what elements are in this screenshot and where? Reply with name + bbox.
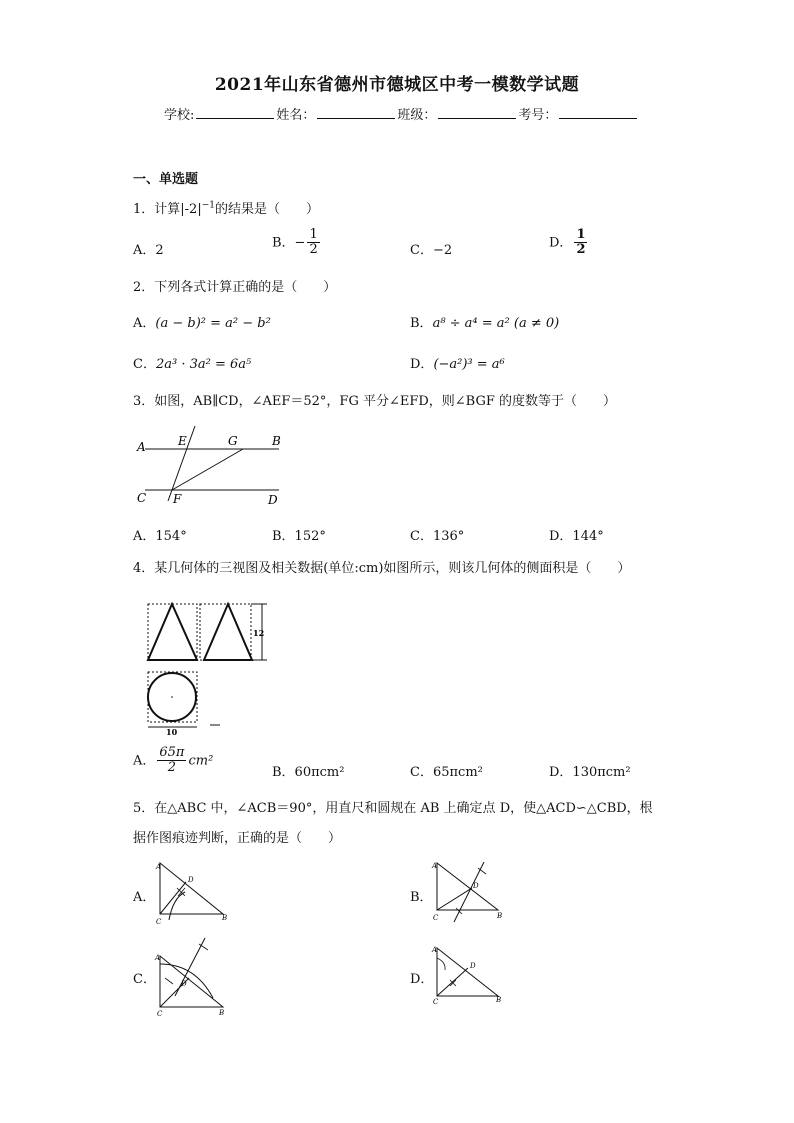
q1-exponent: −1 [201,200,215,211]
section-heading-single-choice: 一、单选题 [133,172,199,187]
q5-option-a[interactable]: A． [133,890,156,905]
fig-d-label-a: A [432,946,438,954]
q2-option-b-label: B． [410,316,433,331]
q4-a-numerator: 65π [159,745,185,760]
front-view-triangle [148,604,197,660]
label-a: A [137,440,146,454]
q2-option-c-expr: 2a³ · 3a² = 6a⁵ [155,357,252,372]
q3-parallel-lines-figure [133,425,303,515]
q2-option-d-label: D． [410,357,434,372]
label-e: E [178,434,187,448]
class-blank[interactable] [438,104,516,119]
label-d: D [268,493,278,507]
q3-option-c[interactable]: C．136° [410,529,465,544]
q4-option-d[interactable]: D．130πcm² [549,765,631,780]
question-3-stem: 3．如图，AB∥CD，∠AEF＝52°，FG 平分∠EFD，则∠BGF 的度数等于（ ） [133,394,617,409]
q2-option-a-label: A． [133,316,156,331]
q5-option-d[interactable]: D． [410,972,434,987]
q1-option-c[interactable]: C．−2 [410,243,453,258]
width-dimension-label: 10 [166,727,178,737]
q5-figure-d [432,940,512,1010]
q1-b-denominator: 2 [309,242,318,258]
q1-option-d[interactable] [549,228,589,258]
arc-mark-a [437,958,445,970]
fig-b-label-b: B [497,912,503,920]
fig-d-label-c: C [433,998,439,1006]
school-label: 学校: [164,108,195,123]
circle-center [171,696,173,698]
fig-b-label-d: D [473,882,479,890]
arc-marks [456,868,486,914]
segment-fg [172,449,243,490]
question-5-stem-line1: 5．在△ABC 中，∠ACB＝90°，用直尺和圆规在 AB 上确定点 D，使△ACD∽△CBD，根 [133,801,653,816]
q2-option-c[interactable] [133,353,251,372]
q5-figure-c [155,934,245,1018]
segment-cd [160,882,186,914]
q5-figure-a [155,858,235,928]
fig-c-label-c: C [157,1010,163,1018]
q4-three-view-figure [145,600,285,740]
q1-d-numerator: 1 [576,227,586,242]
fig-a-label-d: D [188,876,194,884]
triangle-acb [437,948,498,996]
fig-a-label-c: C [156,918,162,926]
q1-stem-part-a: 1．计算|-2| [133,202,202,217]
fig-d-label-b: B [496,996,502,1004]
q4-option-c[interactable]: C．65πcm² [410,765,483,780]
fig-c-label-a: A [155,954,161,962]
fig-d-label-d: D [470,962,476,970]
q4-a-unit: cm² [188,753,214,769]
q4-option-a-fraction [157,746,186,776]
q1-option-d-prefix: D． [549,235,573,251]
name-label: 姓名： [276,108,316,123]
q2-option-a[interactable] [133,312,271,331]
height-dimension-label: 12 [253,628,265,638]
fig-c-label-d: D [181,980,187,988]
q2-option-b-expr: a⁸ ÷ a⁴ = a² (a ≠ 0) [432,316,560,331]
question-2-stem: 2．下列各式计算正确的是（ ） [133,280,337,295]
side-view-triangle [204,604,252,660]
q2-option-d-expr: (−a²)³ = a⁶ [433,357,505,372]
q3-option-a[interactable]: A．154° [133,529,187,544]
q1-option-a[interactable]: A．2 [133,243,164,258]
segment-cd [437,888,472,910]
fig-a-label-a: A [156,863,162,871]
perpendicular-line [454,862,484,922]
label-f: F [173,492,182,506]
q4-a-denominator: 2 [167,760,177,776]
name-blank[interactable] [317,104,395,119]
q3-option-b[interactable]: B．152° [272,529,326,544]
q4-option-a-label: A． [133,753,156,769]
triangle-acb [160,863,223,914]
label-b: B [272,434,281,448]
q1-b-numerator: 1 [309,227,318,242]
question-4-stem: 4．某几何体的三视图及相关数据(单位:cm)如图所示，则该几何体的侧面积是（ ） [133,561,631,576]
question-1-stem [133,198,319,217]
q2-option-a-expr: (a − b)² = a² − b² [155,316,271,331]
front-view-frame [148,604,197,660]
label-g: G [228,434,238,448]
fig-b-label-c: C [433,914,439,922]
fig-c-label-b: B [219,1009,225,1017]
q5-option-b[interactable]: B． [410,890,433,905]
exam-no-blank[interactable] [559,104,637,119]
q1-option-b-fraction [307,228,319,258]
q1-stem-part-b: 的结果是（ ） [214,202,319,217]
fig-a-label-b: B [222,914,228,922]
arc-mark [169,892,185,920]
fig-b-label-a: A [432,862,438,870]
q1-option-d-fraction [574,228,587,258]
q1-option-b-prefix: B．− [272,235,306,251]
q2-option-d[interactable] [410,353,505,372]
q4-option-b[interactable]: B．60πcm² [272,765,345,780]
q2-option-c-label: C． [133,357,156,372]
paper-title: 2021年山东省德州市德城区中考一模数学试题 [214,75,580,95]
q2-option-b[interactable] [410,312,559,331]
q3-option-d[interactable]: D．144° [549,529,604,544]
school-blank[interactable] [196,104,274,119]
question-5-stem-line2: 据作图痕迹判断，正确的是（ ） [133,831,342,846]
label-c: C [137,491,147,505]
q1-option-b[interactable] [272,228,322,258]
q4-option-a[interactable] [133,746,213,776]
triangle-acb [437,863,498,910]
q5-option-c[interactable]: C． [133,972,156,987]
q5-figure-b [432,858,512,928]
exam-no-label: 考号： [518,108,558,123]
class-label: 班级： [397,108,437,123]
student-info-line [164,104,639,123]
q1-d-denominator: 2 [576,242,586,258]
